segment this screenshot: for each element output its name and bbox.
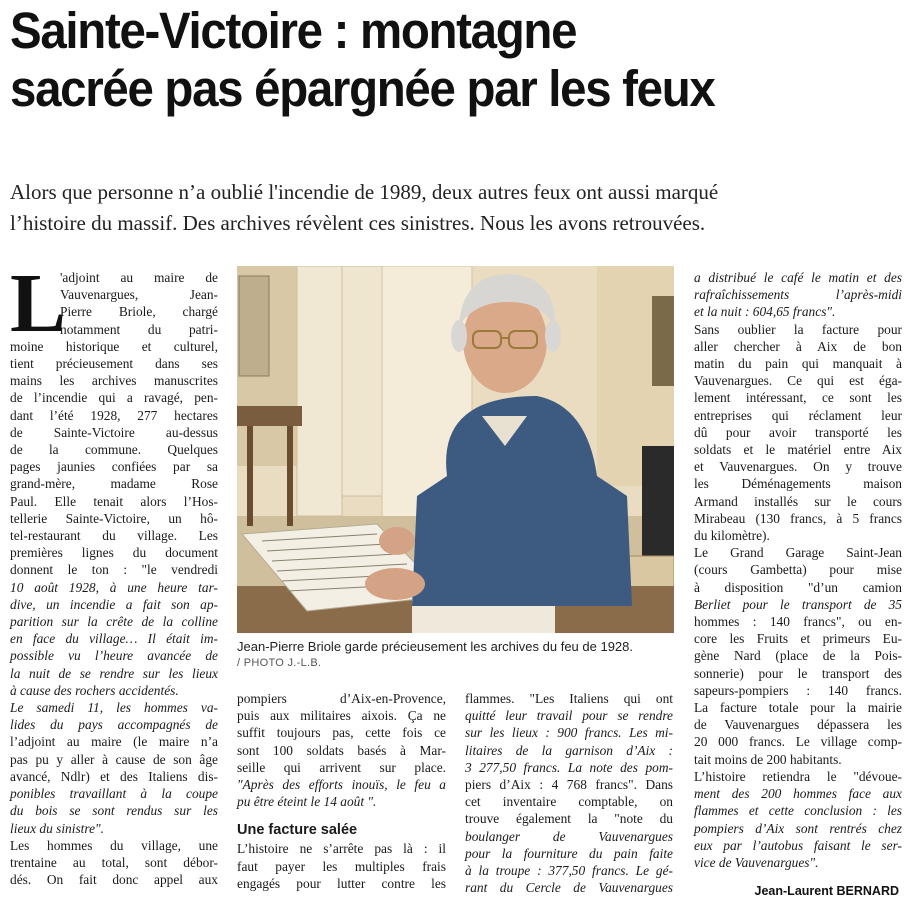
text-line-italic: lieux du sinistre".: [10, 820, 105, 836]
text-line: L’histoire ne s’arrête pas là : il: [237, 841, 446, 857]
article-column-1: [10, 257, 218, 888]
subheading: Une facture salée: [237, 822, 358, 839]
text-line-italic: et la nuit : 604,65 francs".: [694, 304, 836, 320]
text-line: pas pu y aller à cause de son âge: [10, 751, 218, 767]
text-line: du kilomètre).: [694, 528, 770, 544]
text-line: sonnerie) pour le transport des: [694, 665, 902, 681]
text-line: Pierre Briole, chargé: [60, 304, 218, 320]
text-line: Sans oublier la facture pour: [694, 321, 902, 337]
text-line-italic: parition sur la crête de la colline: [10, 614, 218, 630]
text-line-italic: sur les lieux : 900 francs. Les mi-: [465, 725, 673, 741]
text-line-italic: la nuit de se rendre sur les lieux: [10, 665, 218, 681]
headline-line-1: Sainte-Victoire : montagne: [10, 2, 577, 59]
text-line: Vauvenargues, Jean-: [60, 287, 218, 303]
text-line-italic: rant du Cercle de Vauvenargues: [465, 880, 673, 896]
text-line: grand-mère, madame Rose: [10, 476, 218, 492]
text-line: pages jaunies confiées par sa: [10, 459, 218, 475]
text-line: sont 100 soldats basés à Mar-: [237, 742, 446, 758]
text-line: de la commune. Quelques: [10, 442, 218, 458]
text-line-italic: 3 277,50 francs. La note des pom-: [465, 759, 673, 775]
article-column-2: [237, 690, 446, 892]
text-line-italic: 10 août 1928, à une heure tar-: [10, 579, 218, 595]
text-line: matin du pain qui manquait à: [694, 356, 902, 372]
text-line: moine historique et culturel,: [10, 338, 218, 354]
text-line-italic: à cause des rochers accidentés.: [10, 682, 179, 698]
headline-line-2: sacrée pas épargnée par les feux: [10, 60, 715, 117]
text-line: dés. On fait donc appel aux: [10, 872, 218, 888]
text-line-italic: ponibles travaillant à la coupe: [10, 786, 218, 802]
text-line: de Sainte-Victoire au-dessus: [10, 424, 218, 440]
text-line: aller chercher à Aix de bon: [694, 338, 902, 354]
text-line: core les Fruits et primeurs Eu-: [694, 631, 902, 647]
text-line: à disposition "d’un camion: [694, 579, 902, 595]
text-line-italic: du bois se sont rendus sur les: [10, 803, 218, 819]
text-line: 'adjoint au maire de: [60, 270, 218, 285]
text-line: sapeurs-pompiers : 140 francs.: [694, 682, 902, 698]
text-line: suffit toujours pas, cette fois ce: [237, 725, 446, 741]
text-line-italic: à la troupe : 377,50 francs. Le gé-: [465, 863, 673, 879]
text-line-italic: a distribué le café le matin et des: [694, 270, 902, 285]
text-line-italic: litaires de la garnison d’Aix :: [465, 742, 673, 758]
text-line-italic: "Après des efforts inouïs, le feu a: [237, 777, 446, 793]
text-line: entreprises qui réclament leur: [694, 407, 902, 423]
text-line: 20 000 francs. Le village comp-: [694, 734, 902, 750]
text-line-italic: ment des 200 hommes face aux: [694, 786, 902, 802]
text-line: gène Nard (place de la Pois-: [694, 648, 902, 664]
text-line-italic: flammes et cette conclusion : les: [694, 803, 902, 819]
text-line: de l’incendie qui a ravagé, pen-: [10, 390, 218, 406]
text-line: Mirabeau (130 francs, à 5 francs: [694, 510, 902, 526]
text-line: tel-restaurant du village. Les: [10, 528, 218, 544]
text-line: faut payer les multiples frais: [237, 858, 446, 874]
text-line: puis aux militaires aixois. Ça ne: [237, 708, 446, 724]
text-line: piers d’Aix : 4 768 francs". Dans: [465, 777, 673, 793]
article-photo: [237, 266, 674, 633]
text-line: Armand installés sur le cours: [694, 493, 902, 509]
text-line: et Vauvenargues. On y trouve: [694, 459, 902, 475]
text-line: L’histoire retiendra le "dévoue-: [694, 768, 902, 784]
photo-caption: [237, 638, 677, 672]
text-line: soldats et le matériel entre Aix: [694, 442, 902, 458]
text-line: trentaine au total, sont débor-: [10, 854, 218, 870]
text-line: Les hommes du village, une: [10, 837, 218, 853]
text-line: Le Grand Garage Saint-Jean: [694, 545, 902, 561]
text-line-italic: dive, un incendie a fait son ap-: [10, 596, 218, 612]
text-line: tient précieusement dans ses: [10, 356, 218, 372]
text-line: premières lignes du document: [10, 545, 218, 561]
standfirst-line-2: l’histoire du massif. Des archives révèlent ces sinistres. Nous les avons retrouvées.: [10, 211, 706, 235]
text-line: donnent le ton : "le vendredi: [10, 562, 218, 578]
text-line: cet inventaire comptable, on: [465, 794, 673, 810]
standfirst: [10, 177, 905, 239]
text-line: Paul. Elle tenait alors l’Hos-: [10, 493, 218, 509]
text-line: l’adjoint au maire (le maire n’a: [10, 734, 218, 750]
text-line-italic: quitté leur travail pour se rendre: [465, 708, 673, 724]
text-line: (cours Gambetta) pour mise: [694, 562, 902, 578]
text-line: trouve également la "note du: [465, 811, 673, 827]
headline: [10, 2, 838, 118]
text-line-italic: pompiers d’Aix sont rentrés chez: [694, 820, 902, 836]
text-line: flammes. "Les Italiens qui ont: [465, 691, 673, 706]
text-line: engagés pour lutter contre les: [237, 875, 446, 891]
text-line: La facture totale pour la mairie: [694, 700, 902, 716]
text-line-italic: vice de Vauvenargues".: [694, 854, 819, 870]
text-line-italic: pour la fourniture du pain faite: [465, 845, 673, 861]
text-line: mains les archives manuscrites: [10, 373, 218, 389]
text-line-italic: Berliet pour le transport de 35: [694, 596, 902, 612]
text-line-italic: rafraîchissements l’après-midi: [694, 287, 902, 303]
text-line: hommes : 140 francs", ou en-: [694, 614, 902, 630]
text-line-italic: eux par l’autobus faisant le ser-: [694, 837, 902, 853]
caption-text: Jean-Pierre Briole garde précieusement les archives du feu de 1928.: [237, 639, 634, 654]
text-line: dant l’été 1928, 277 hectares: [10, 407, 218, 423]
article-column-3: [465, 690, 673, 896]
text-line: lement intéressant, ce sont les: [694, 390, 902, 406]
author-byline: Jean-Laurent BERNARD: [754, 884, 899, 898]
text-line-italic: lides du pays accompagnés de: [10, 717, 218, 733]
photo-credit: / PHOTO J.-L.B.: [237, 657, 322, 669]
article-column-4: [694, 269, 902, 871]
text-line-italic: Le samedi 11, les hommes va-: [10, 700, 218, 716]
standfirst-line-1: Alors que personne n’a oublié l'incendie de 1989, deux autres feux ont aussi marqué: [10, 180, 719, 204]
text-line: de Vauvenargues dépassera les: [694, 717, 902, 733]
text-line: Vauvenargues. Ce qui est éga-: [694, 373, 902, 389]
text-line-italic: pu être éteint le 14 août ".: [237, 794, 377, 810]
photo-illustration: [237, 266, 674, 633]
text-line: tait moins de 200 habitants.: [694, 751, 842, 767]
text-line-italic: en face du village… Il était im-: [10, 631, 218, 647]
drop-cap: L: [10, 257, 67, 350]
text-line: tellerie Sainte-Victoire, un hô-: [10, 510, 218, 526]
text-line: pompiers d’Aix-en-Provence,: [237, 691, 446, 706]
text-line: notamment du patri-: [60, 321, 218, 337]
text-line: avancé, Ndlr) et des Italiens dis-: [10, 768, 218, 784]
text-line: les Déménagements maison: [694, 476, 902, 492]
text-line: dû pour avoir transporté les: [694, 424, 902, 440]
text-line-italic: boulanger de Vauvenargues: [465, 828, 673, 844]
text-line: seille qui arrivent sur place.: [237, 759, 446, 775]
text-line-italic: possible vu l’heure avancée de: [10, 648, 218, 664]
